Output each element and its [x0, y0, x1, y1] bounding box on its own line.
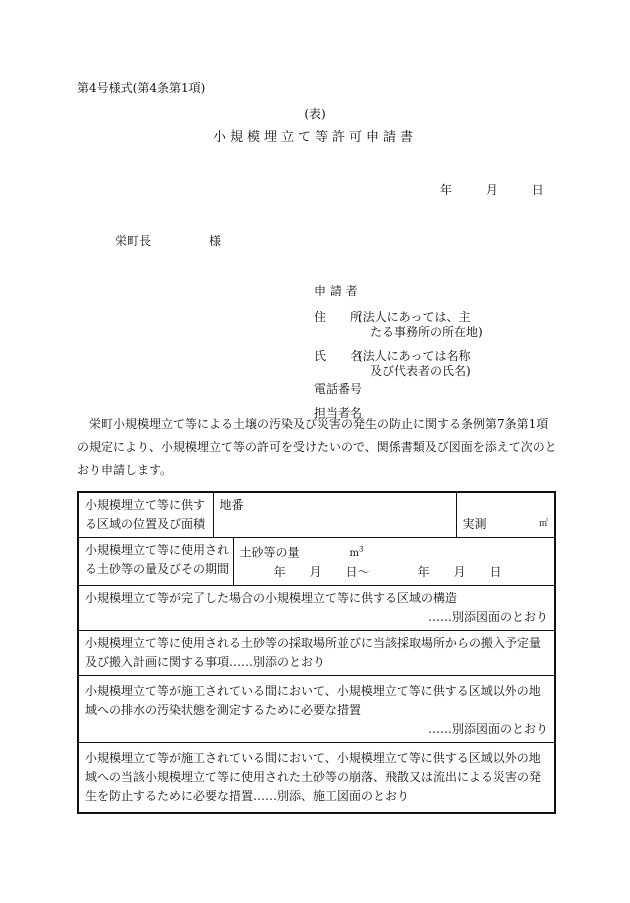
document-title: 小規模埋立て等許可申請書: [212, 130, 417, 145]
soil-amount-cell[interactable]: [233, 538, 555, 586]
row-structure: [78, 586, 555, 631]
area-cell[interactable]: [456, 492, 555, 538]
soil-unit-base: m: [349, 548, 359, 560]
addressee-name: 栄町長: [115, 234, 152, 248]
soil-amount-field-label: 土砂等の量: [239, 545, 300, 560]
drainage-measures-text: 小規模埋立て等が施工されている間において、小規模埋立て等に供する区域以外の地域への排水の汚染状態を測定するために必要な措置: [85, 684, 541, 718]
structure-cell: [78, 586, 555, 631]
application-statement: [77, 413, 557, 482]
contact-label: 担当者名: [314, 405, 363, 420]
soil-amount-label-line1: 小規模埋立て等に使用され: [85, 543, 230, 557]
name-label: 氏 名: [314, 348, 363, 363]
applicant-address: [314, 310, 483, 341]
structure-reference: ……別添図面のとおり: [428, 610, 549, 625]
row-drainage-measures: [78, 676, 555, 743]
application-table: [77, 491, 556, 814]
soil-amount-label: [78, 538, 233, 586]
row-location-area: [78, 492, 555, 538]
date-day: 日: [531, 183, 544, 197]
side-label: (表): [304, 107, 326, 121]
drainage-measures-cell: [78, 676, 555, 743]
location-area-label: [78, 492, 213, 538]
address-note-line1: (法人にあっては、主: [358, 309, 471, 324]
date-line: [440, 183, 544, 197]
location-area-label-line2: る区域の位置及び面積: [85, 517, 206, 531]
date-year: 年: [440, 183, 453, 197]
applicant-name: [314, 349, 483, 380]
date-month: 月: [485, 183, 498, 197]
disaster-prevention-cell: [78, 743, 555, 814]
collection-site-cell: [78, 631, 555, 676]
area-label: 実測: [462, 517, 487, 531]
name-note: [358, 349, 471, 380]
address-note: [358, 310, 483, 341]
lot-number-cell[interactable]: [213, 492, 456, 538]
area-row: [463, 515, 549, 534]
collection-site-text: 小規模埋立て等に使用される土砂等の採取場所並びに当該採取場所からの搬入予定量及び搬入計画に関する事項……別添のとおり: [85, 636, 542, 670]
applicant-block: [314, 284, 483, 421]
phone-label: 電話番号: [314, 381, 363, 396]
name-note-line2: 及び代表者の氏名): [370, 364, 471, 379]
structure-text: 小規模埋立て等が完了した場合の小規模埋立て等に供する区域の構造: [85, 591, 458, 606]
location-area-label-line1: 小規模埋立て等に供す: [85, 498, 206, 512]
name-note-line1: (法人にあっては名称: [358, 348, 471, 363]
drainage-measures-reference: ……別添図面のとおり: [428, 722, 549, 737]
form-number: 第4号様式(第4条第1項): [77, 81, 206, 95]
soil-amount-row: [240, 541, 549, 563]
soil-unit-exponent: 3: [359, 546, 364, 554]
lot-number-label: 地番: [219, 498, 244, 512]
address-note-line2: たる事務所の所在地): [370, 325, 483, 340]
addressee-honorific: 様: [209, 234, 222, 248]
area-unit: ㎡: [539, 519, 549, 529]
soil-unit: [350, 548, 364, 559]
disaster-prevention-text: 小規模埋立て等が施工されている間において、小規模埋立て等に供する区域以外の地域への当該小規模埋立て等に使用された土砂等の崩落、飛散又は流出による災害の発生を防止するために必要な措置……別添、施工図面のとおり: [85, 751, 542, 804]
address-label: 住 所: [314, 309, 363, 324]
application-statement-text: 栄町小規模埋立て等による土壌の汚染及び災害の発生の防止に関する条例第7条第1項の規定により、小規模埋立て等の許可を受けたいので、関係書類及び図面を添えて次のとおり申請します。: [77, 417, 557, 477]
period-line: 年 月 日～ 年 月 日: [273, 565, 502, 580]
addressee: [115, 234, 221, 248]
applicant-heading: 申 請 者: [314, 284, 358, 298]
soil-amount-label-line2: る土砂等の量及びその期間: [85, 562, 230, 576]
row-soil-amount: [78, 538, 555, 586]
row-collection-site: [78, 631, 555, 676]
row-disaster-prevention: [78, 743, 555, 814]
